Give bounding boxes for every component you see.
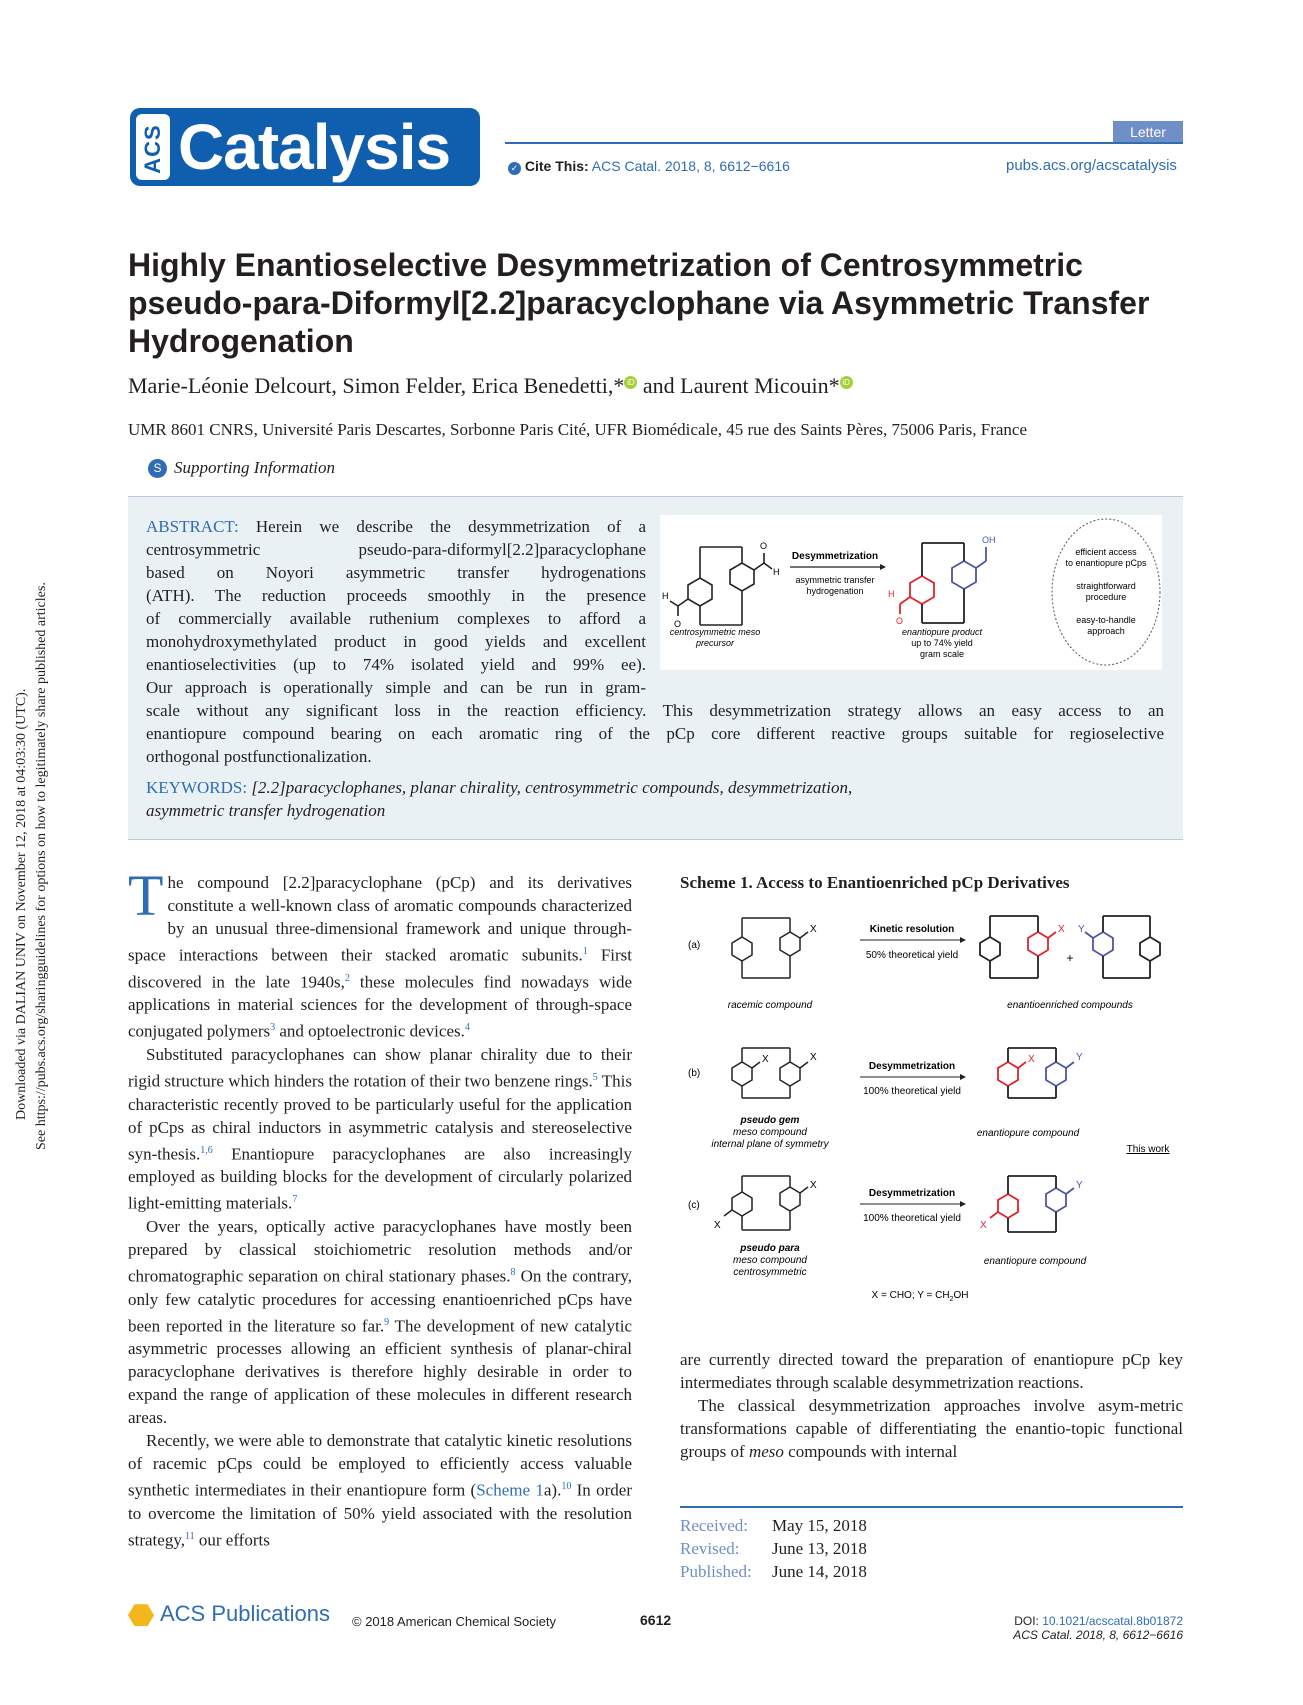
abstract-line: orthogonal postfunctionalization. [146, 747, 372, 766]
keywords-label: KEYWORDS: [146, 778, 248, 797]
abstract-line: based on Noyori asymmetric transfer hydrogenations [146, 563, 646, 582]
toc-arrow-title: Desymmetrization [791, 551, 879, 562]
scheme-caption: racemic compound [727, 1000, 813, 1011]
ref-link[interactable]: 8 [510, 1266, 516, 1278]
paragraph: The compound [2.2]paracyclophane (pCp) and its derivatives constitute a well-known class of aromatic compounds characterized by an unusual three-dimensional framework and unique through-space interactions between their stacked aromatic subunits.$^1$ First discovered in the late 1940s,$^2$ these molecules find nowadays wide applications in material sciences for the development of through-space conjugated polymers$^3$ and optoelectronic devices.$^4$ [128, 863, 633, 1041]
cite-this[interactable] [508, 158, 790, 175]
abstract-line: enantiopure compound bearing on each aromatic ring of the pCp core different reactive groups suitable for regioselective [146, 724, 1164, 743]
scheme-arrow-sub: 100% theoretical yield [863, 1086, 961, 1097]
download-stamp [0, 520, 60, 1200]
toc-right-caption: enantiopure product [901, 627, 983, 637]
toc-h-label: H [662, 591, 669, 601]
article-title [128, 246, 1188, 360]
revised-label: Revised: [680, 1539, 740, 1558]
copyright: © 2018 American Chemical Society [352, 1614, 556, 1629]
racemic-pcp-structure [732, 918, 808, 978]
scheme-caption: centrosymmetric [733, 1267, 807, 1278]
scheme-x-label: X [980, 1220, 987, 1231]
toc-bubble-text: efficient access [1075, 547, 1137, 557]
orcid-icon[interactable]: iD [840, 376, 853, 389]
paragraph: Substituted paracyclophanes can show planar chirality due to their rigid structure which hinders the rotation of their two benzene rings.$^5$ This characteristic recently proved to be particularly useful for the application of pCps as chiral inductors in asymmetric catalysis and stereoselective syn-thesis.$^{1,6}$ Enantiopure paracyclophanes are also increasingly employed as building blocks for the development of circularly polarized light-emitting materials.$^7$ [128, 1044, 632, 1213]
toc-oh-label: OH [982, 535, 996, 545]
cite-label: Cite This: [524, 158, 589, 174]
received-date: May 15, 2018 [772, 1516, 867, 1535]
scheme-x-label: X [1028, 1054, 1035, 1065]
scheme-y-label: Y [1078, 924, 1085, 935]
toc-bubble-text: procedure [1085, 592, 1127, 602]
cite-text[interactable]: ACS Catal. 2018, 8, 6612−6616 [591, 158, 790, 174]
abstract-line: scale without any significant loss in the reaction efficiency. This desymmetrization strategy allows an easy access to an [146, 701, 1164, 720]
right-column [680, 1348, 1183, 1463]
paragraph: are currently directed toward the preparation of enantiopure pCp key intermediates through scalable desymmetrization reactions. [680, 1350, 1183, 1392]
scheme-caption: enantioenriched compounds [1007, 1000, 1133, 1011]
scheme-row-label: (b) [688, 1068, 701, 1079]
scheme-x-label: X [810, 924, 817, 935]
affiliation: UMR 8601 CNRS, Université Paris Descartes, Sorbonne Paris Cité, UFR Biomédicale, 45 rue des Saints Pères, 75006 Paris, France [128, 420, 1028, 439]
toc-arrow-sub: asymmetric transfer [795, 575, 875, 585]
abstract-line: centrosymmetric pseudo-para-diformyl[2.2]paracyclophane [146, 540, 646, 559]
scheme-caption: meso compound [733, 1127, 807, 1138]
abstract-line: (ATH). The reduction proceeds smoothly in the presence [146, 586, 646, 605]
publisher-name: ACS Publications [160, 1601, 330, 1626]
ref-link[interactable]: 1 [582, 946, 588, 957]
article-type-badge: Letter [1113, 121, 1183, 144]
paragraph: Over the years, optically active paracyclophanes have mostly been prepared by classical stoichiometric resolution methods and/or chromatographic separation on chiral stationary phases.$^8$ On the contrary, only few catalytic procedures for accessing enantioenriched pCps have been reported in the literature so far.$^9$ The development of new catalytic asymmetric processes allowing an efficient synthesis of planar-chiral paracyclophane derivatives is therefore highly desirable in order to expand the range of application of these molecules in different research areas. [128, 1216, 632, 1428]
abstract-line: of commercially available ruthenium complexes to afford a [146, 609, 646, 628]
scheme-caption: enantiopure compound [983, 1256, 1087, 1267]
paragraph: Recently, we were able to demonstrate that catalytic kinetic resolutions of racemic pCps could be employed to efficiently access valuable synthetic intermediates in their enantiopure form (Scheme 1a).$^{10}$ In order to overcome the limitation of 50% yield associated with the resolution strategy,$^{11}$ our efforts [128, 1431, 632, 1550]
pseudo-gem-structure [732, 1048, 808, 1098]
acs-publications-logo[interactable] [128, 1601, 330, 1627]
toc-o-label: O [896, 616, 904, 626]
abstract-wide [146, 699, 1164, 768]
title-line-2: pseudo-para-Diformyl[2.2]paracyclophane via Asymmetric Transfer [128, 285, 1150, 321]
scheme-caption: pseudo gem [740, 1115, 800, 1126]
enantioenriched-structures [980, 916, 1160, 978]
scheme-caption: enantiopure compound [976, 1128, 1080, 1139]
scheme-row-label: (a) [688, 940, 701, 951]
download-stamp-line2: See https://pubs.acs.org/sharingguidelines for options on how to legitimately share published articles. [34, 582, 49, 1150]
scheme-x-label: X [810, 1180, 817, 1191]
logo-acs-text: ACS [140, 124, 165, 174]
ref-link[interactable]: 3 [270, 1022, 276, 1034]
scheme-title: Scheme 1. Access to Enantioenriched pCp Derivatives [680, 873, 1070, 892]
paragraph: The classical desymmetrization approaches involve asym-metric transformations capable of differentiating the enantio-topic functional groups of meso compounds with internal [680, 1396, 1183, 1461]
toc-bubble-text: approach [1087, 626, 1125, 636]
footer-citation: ACS Catal. 2018, 8, 6612−6616 [1013, 1628, 1183, 1642]
abstract-narrow [146, 515, 646, 699]
toc-h-label: H [888, 589, 895, 599]
toc-arrow-sub: hydrogenation [806, 586, 864, 596]
logo-journal-name: Catalysis [178, 111, 451, 183]
keywords-text: asymmetric transfer hydrogenation [146, 801, 386, 820]
dates-rule [680, 1506, 1183, 1508]
page-number: 6612 [640, 1612, 672, 1628]
toc-o-label: O [760, 541, 768, 551]
scheme-x-label: X [810, 1052, 817, 1063]
author-list [128, 373, 853, 399]
toc-right-caption: gram scale [919, 649, 965, 659]
toc-left-caption: precursor [695, 638, 735, 648]
abstract-line: enantioselectivities (up to 74% isolated yield and 99% ee). [146, 655, 646, 674]
received-label: Received: [680, 1516, 748, 1535]
published-date: June 14, 2018 [772, 1562, 867, 1581]
pseudo-para-product-structure [990, 1176, 1074, 1232]
title-line-3: Hydrogenation [128, 323, 354, 359]
doi-link[interactable]: 10.1021/acscatal.8b01872 [1042, 1614, 1183, 1628]
doi-label: DOI: [1014, 1614, 1043, 1628]
article-dates [680, 1514, 867, 1583]
ref-link[interactable]: 1,6 [200, 1144, 213, 1156]
scheme-y-label: Y [1076, 1180, 1083, 1191]
title-line-1: Highly Enantioselective Desymmetrization of Centrosymmetric [128, 247, 1083, 283]
keywords-text: [2.2]paracyclophanes, planar chirality, centrosymmetric compounds, desymmetrization, [251, 778, 853, 797]
toc-h-label: H [773, 567, 780, 577]
scheme-arrow-title: Desymmetrization [868, 1061, 956, 1072]
toc-left-caption: centrosymmetric meso [669, 627, 761, 637]
scheme-arrow-title: Desymmetrization [868, 1188, 956, 1199]
scheme-footnote: X = CHO; $Y = CH_2OH$ [871, 1290, 969, 1303]
toc-o-label: O [674, 619, 682, 629]
ref-link[interactable]: 4 [464, 1022, 470, 1034]
scheme-x-label: X [762, 1054, 769, 1065]
journal-url-link[interactable]: pubs.acs.org/acscatalysis [1006, 157, 1177, 174]
left-column [128, 863, 633, 1552]
abstract-label: ABSTRACT: [146, 517, 239, 536]
revised-date: June 13, 2018 [772, 1539, 867, 1558]
scheme-x-label: X [714, 1220, 721, 1231]
scheme-caption: internal plane of symmetry [711, 1139, 829, 1150]
toc-bubble-text: straightforward [1076, 581, 1136, 591]
check-circle-icon: ✓ [508, 162, 521, 175]
keywords [146, 776, 1164, 822]
pseudo-para-structure [724, 1176, 808, 1230]
journal-logo[interactable] [130, 108, 480, 186]
ref-link[interactable]: 2 [344, 972, 350, 984]
ref-link[interactable]: 11 [184, 1530, 195, 1542]
toc-bubble-text: to enantiopure pCps [1065, 558, 1147, 568]
download-stamp-line1: Downloaded via DALIAN UNIV on November 12, 2018 at 04:03:30 (UTC). [14, 688, 29, 1120]
scheme-arrow-title: Kinetic resolution [869, 924, 955, 935]
scheme-figure [680, 898, 1183, 1318]
scheme-arrow-sub: 100% theoretical yield [863, 1213, 961, 1224]
toc-bubble-text: easy-to-handle [1076, 615, 1136, 625]
ref-link[interactable]: 9 [384, 1316, 390, 1328]
header-rule [505, 142, 1183, 144]
authors-part2[interactable]: and Laurent Micouin* [637, 373, 840, 398]
ref-link[interactable]: 5 [592, 1071, 598, 1083]
ref-link[interactable]: 10 [561, 1481, 572, 1493]
abstract-line: Our approach is operationally simple and can be run in gram- [146, 678, 646, 697]
doi-block [1013, 1614, 1183, 1642]
scheme-y-label: Y [1076, 1052, 1083, 1063]
toc-graphic [660, 515, 1162, 670]
toc-right-caption: up to 74% yield [911, 638, 973, 648]
dropcap: T [128, 863, 164, 928]
ref-link[interactable]: 7 [292, 1194, 298, 1206]
scheme-link[interactable]: Scheme 1 [476, 1480, 544, 1500]
supporting-info-icon[interactable]: S [148, 459, 167, 478]
this-work-label: This work [1126, 1144, 1170, 1155]
acs-hex-icon [128, 1604, 154, 1626]
supporting-info-link[interactable]: Supporting Information [174, 458, 336, 477]
scheme-row-label: (c) [688, 1200, 700, 1211]
scheme-x-label: X [1058, 924, 1065, 935]
scheme-arrow-sub: 50% theoretical yield [865, 950, 959, 961]
scheme-caption: meso compound [733, 1255, 807, 1266]
scheme-plus: + [1066, 951, 1074, 965]
pseudo-gem-product-structure [998, 1048, 1074, 1098]
published-label: Published: [680, 1562, 752, 1581]
abstract-line: monohydroxymethylated product in good yields and excellent [146, 632, 646, 651]
scheme-caption: pseudo para [740, 1243, 800, 1254]
orcid-icon[interactable]: iD [624, 376, 637, 389]
authors-part1[interactable]: Marie-Léonie Delcourt, Simon Felder, Erica Benedetti,* [128, 373, 625, 398]
abstract-line: Herein we describe the desymmetrization of a [255, 517, 647, 536]
